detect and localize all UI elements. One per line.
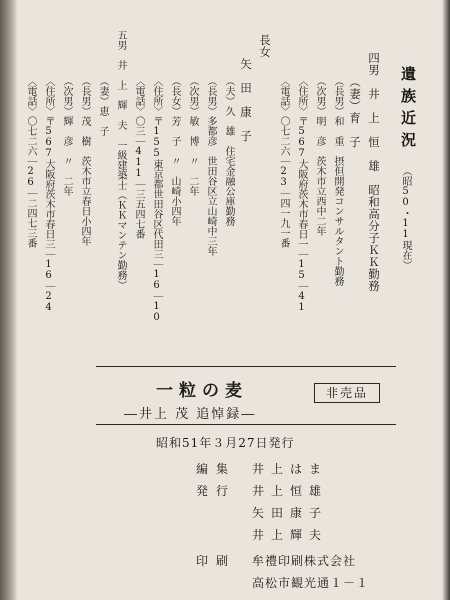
section-title: 遺族近況 <box>399 66 417 154</box>
family-line-address-2: 〈住所〉〒155東京都世田谷区代田三｜16｜10 <box>151 76 162 323</box>
page-gutter-shadow <box>0 0 18 600</box>
family-line-eldest-daughter-label: 長女 <box>258 34 272 58</box>
family-line-phone-2: 〈電話〉〇三｜411｜三五四七番 <box>133 76 144 239</box>
family-line-granddaughter: （長女）芳 子 〃 山崎小四年 <box>169 76 180 226</box>
divider-middle <box>96 424 396 425</box>
book-subtitle: ―井上 茂 追悼録― <box>124 407 257 422</box>
family-line-eldest-daughter: 矢 田 康 子 <box>239 58 253 142</box>
family-line-second-son: （次男）明 彦 茨木市立西中二年 <box>314 76 325 236</box>
family-line-address: 〈住所〉〒567大阪府茨木市春日一｜15｜41 <box>296 76 307 313</box>
date-note: （昭50・11現在） <box>400 166 411 270</box>
family-line-phone-3: 〈電話〉〇七二六｜26｜二四七三番 <box>25 76 36 248</box>
family-line-husband: （夫）久 雄 住宅金融公庫勤務 <box>223 76 234 226</box>
family-line-address-3: 〈住所〉〒567大阪府茨木市春日三｜16｜24 <box>43 76 54 313</box>
editor-label: 編集 <box>196 462 237 476</box>
publisher-label: 発行 <box>196 484 237 498</box>
family-line-phone: 〈電話〉〇七二六｜23｜四一九一番 <box>278 76 289 248</box>
family-line-eldest-son: （長男）和 重 摂但開発コンサルタント勤務 <box>332 76 343 286</box>
publish-date: 昭和51年３月27日発行 <box>156 436 295 450</box>
publisher-name-3: 井上輝夫 <box>252 528 329 542</box>
book-title: 一粒の麦 <box>156 381 248 401</box>
family-line-son-4: （次男）輝 彦 〃 二年 <box>61 76 72 196</box>
page-edge-shadow <box>442 0 450 600</box>
family-line-fifth-son: 五男 井 上 輝 夫 一級建築士（ＫＫマンテン勤務） <box>115 30 126 290</box>
not-for-sale-box: 非売品 <box>314 383 380 403</box>
printer-address: 高松市観光通１－１ <box>252 576 370 590</box>
printer-name: 牟禮印刷株式会社 <box>252 554 357 568</box>
print-label: 印刷 <box>196 554 237 568</box>
family-line-fourth-son: 四男 井 上 恒 雄 昭和高分子ＫＫ勤務 <box>367 52 381 292</box>
family-line-grandson-2: （次男）敏 博 〃 二年 <box>187 76 198 196</box>
family-line-wife: （妻）育 子 <box>348 76 362 148</box>
publisher-name-2: 矢田康子 <box>252 506 329 520</box>
publisher-name-1: 井上恒雄 <box>252 484 329 498</box>
family-line-grandson-1: （長男）多都彦 世田谷区立山崎中三年 <box>205 76 216 256</box>
editor-name: 井上はま <box>252 462 329 476</box>
family-line-wife-3: （妻）恵 子 <box>97 76 108 136</box>
family-line-son-3: （長男）茂 樹 茨木市立春日小四年 <box>79 76 90 246</box>
divider-top <box>96 366 396 367</box>
